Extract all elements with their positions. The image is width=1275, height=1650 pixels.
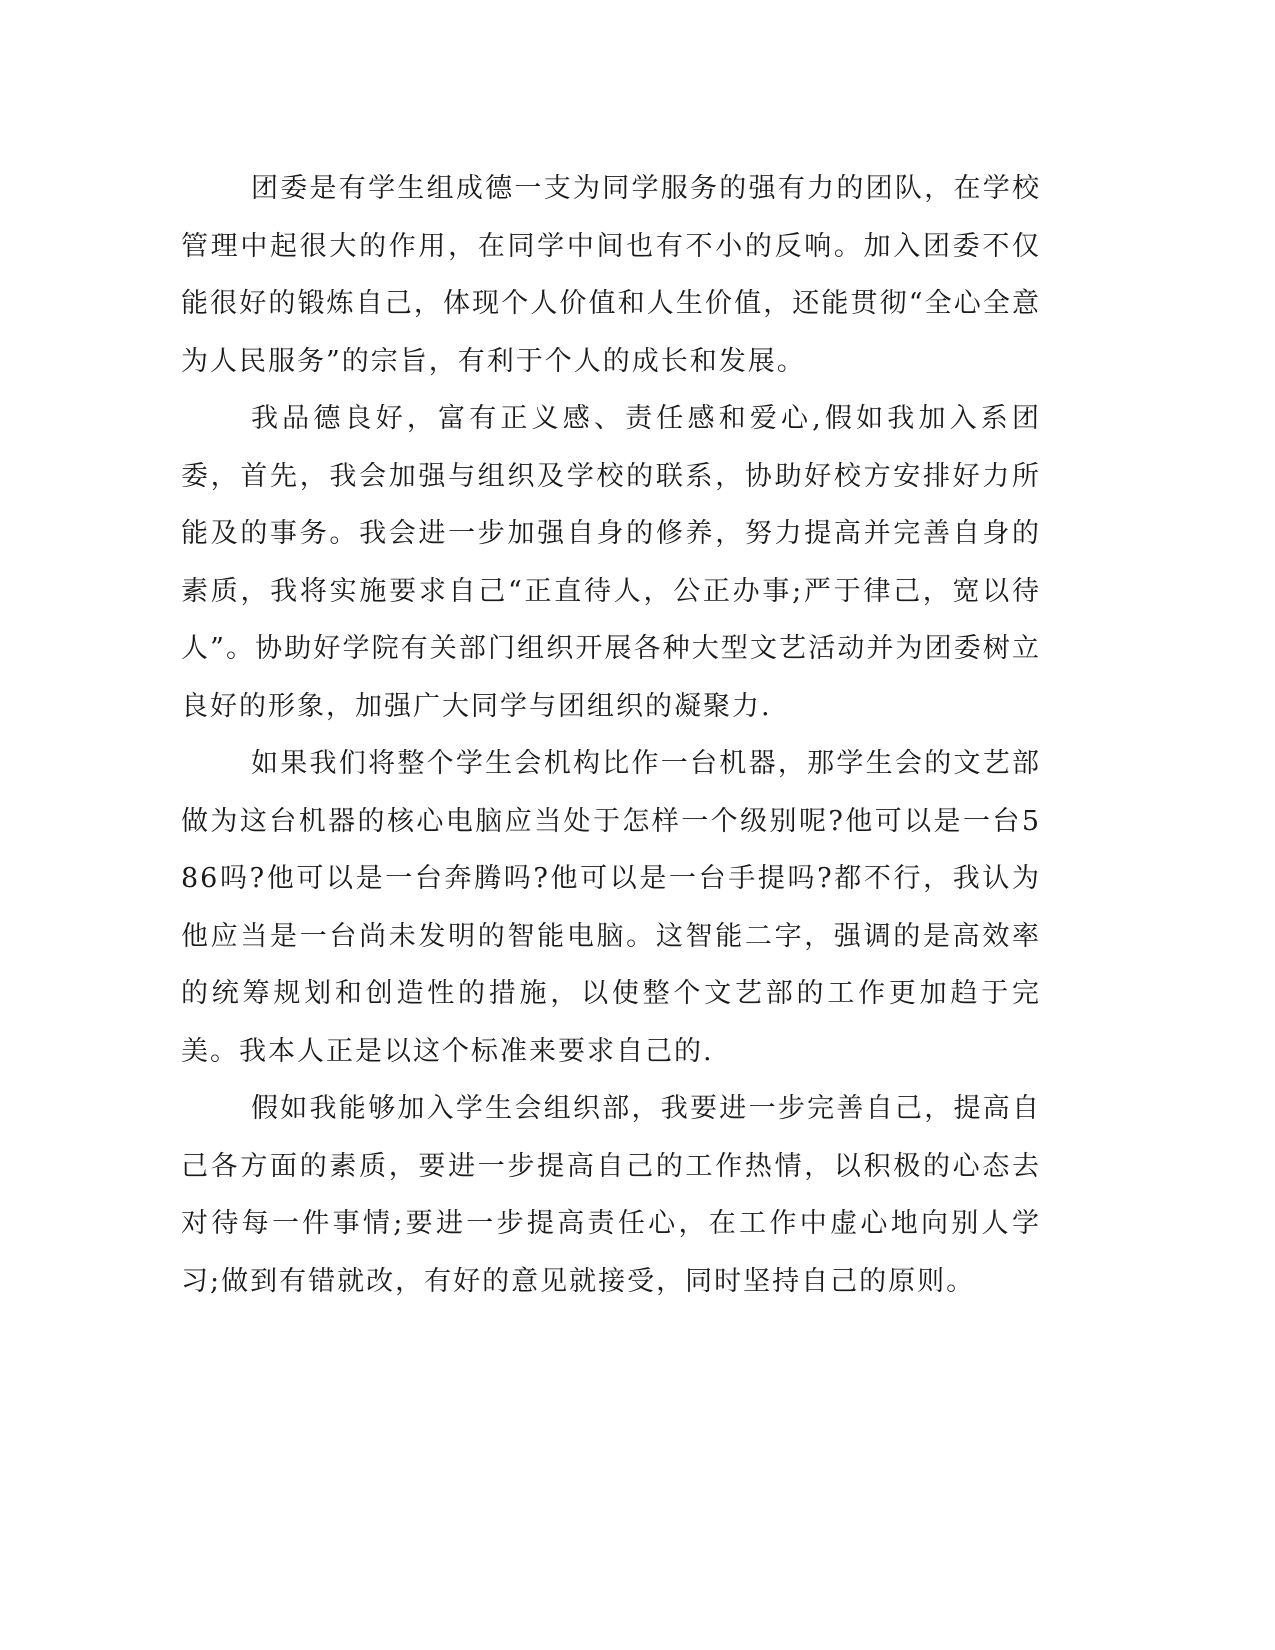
paragraph-4: 假如我能够加入学生会组织部，我要进一步完善自己，提高自己各方面的素质，要进一步提高自己的工作热情，以积极的心态去对待每一件事情;要进一步提高责任心，在工作中虚心地向别人学习;做到有错就改，有好的意见就接受，同时坚持自己的原则。 bbox=[181, 1093, 1041, 1297]
paragraph-3: 如果我们将整个学生会机构比作一台机器，那学生会的文艺部做为这台机器的核心电脑应当处于怎样一个级别呢?他可以是一台586吗?他可以是一台奔腾吗?他可以是一台手提吗?都不行，我认为他应当是一台尚未发明的智能电脑。这智能二字，强调的是高效率的统筹规划和创造性的措施，以使整个文艺部的工作更加趋于完美。我本人正是以这个标准来要求自己的. bbox=[181, 748, 1041, 1067]
paragraph-1: 团委是有学生组成德一支为同学服务的强有力的团队，在学校管理中起很大的作用，在同学中间也有不小的反响。加入团委不仅能很好的锻炼自己，体现个人价值和人生价值，还能贯彻“全心全意为人民服务”的宗旨，有利于个人的成长和发展。 bbox=[181, 173, 1041, 377]
paragraph-2: 我品德良好，富有正义感、责任感和爱心,假如我加入系团委，首先，我会加强与组织及学校的联系，协助好校方安排好力所能及的事务。我会进一步加强自身的修养，努力提高并完善自身的素质，我将实施要求自己“正直待人，公正办事;严于律己，宽以待人”。协助好学院有关部门组织开展各种大型文艺活动并为团委树立良好的形象，加强广大同学与团组织的凝聚力. bbox=[181, 403, 1041, 722]
document-body bbox=[181, 160, 1041, 1310]
